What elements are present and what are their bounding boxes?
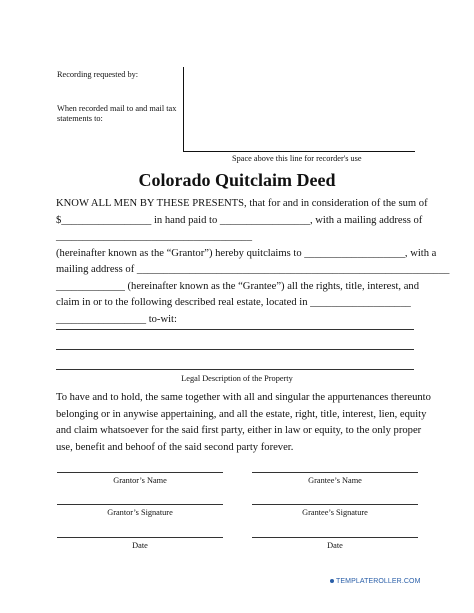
recorder-use-label: Space above this line for recorder's use	[232, 154, 362, 163]
body-line: (hereinafter known as the “Grantor”) hereby quitclaims to ___________________, with a	[56, 247, 437, 259]
brand-dot-icon	[330, 579, 334, 583]
grantor-signature-label: Grantor’s Signature	[107, 508, 173, 517]
habendum-paragraph	[56, 390, 431, 456]
legal-description-label: Legal Description of the Property	[181, 374, 293, 383]
document-title: Colorado Quitclaim Deed	[138, 170, 336, 190]
grantor-signature-line[interactable]	[57, 504, 223, 505]
grantee-signature-label: Grantee’s Signature	[302, 508, 368, 517]
body-line: $_________________ in hand paid to _________________, with a mailing address of	[56, 214, 423, 226]
closing-line: use, benefit and behoof of the said second party forever.	[56, 441, 294, 453]
body-line: mailing address of ___________________________________________________________	[56, 264, 450, 275]
footer-brand-text: TEMPLATEROLLER.COM	[336, 578, 421, 585]
mail-to-label-line2: statements to:	[57, 114, 103, 123]
grantor-name-line[interactable]	[57, 472, 223, 473]
recorder-use-divider	[183, 151, 415, 152]
grantee-date-label: Date	[327, 541, 343, 550]
grantee-date-line[interactable]	[252, 537, 418, 538]
grantee-signature-line[interactable]	[252, 504, 418, 505]
grantor-name-label: Grantor’s Name	[113, 476, 167, 485]
body-line: _________________ to-wit:	[56, 313, 177, 325]
recording-vertical-divider	[183, 67, 184, 152]
closing-line: belonging or in anywise appertaining, and all the estate, right, title, interest, lien, equity	[56, 408, 427, 420]
closing-line: To have and to hold, the same together with all and singular the appurtenances thereunto	[56, 392, 431, 403]
body-line: claim in or to the following described real estate, located in ___________________	[56, 297, 411, 308]
grantor-date-line[interactable]	[57, 537, 223, 538]
grantee-name-label: Grantee’s Name	[308, 476, 362, 485]
legal-description-line[interactable]	[56, 329, 414, 330]
recording-requested-by-label: Recording requested by:	[57, 70, 139, 79]
body-line: _____________________________________	[56, 231, 252, 242]
legal-description-line[interactable]	[56, 369, 414, 370]
closing-line: and claim whatsoever for the said first party, either in law or equity, to the only proper	[56, 425, 422, 436]
mail-to-label-line1: When recorded mail to and mail tax	[57, 104, 177, 113]
body-line: _____________ (hereinafter known as the “Grantee”) all the rights, title, interest, and	[56, 280, 420, 292]
body-line: KNOW ALL MEN BY THESE PRESENTS, that for and in consideration of the sum of	[56, 198, 428, 209]
body-paragraph	[56, 196, 450, 328]
grantee-name-line[interactable]	[252, 472, 418, 473]
grantor-date-label: Date	[132, 541, 148, 550]
templateroller-link[interactable]	[330, 578, 421, 585]
legal-description-line[interactable]	[56, 349, 414, 350]
